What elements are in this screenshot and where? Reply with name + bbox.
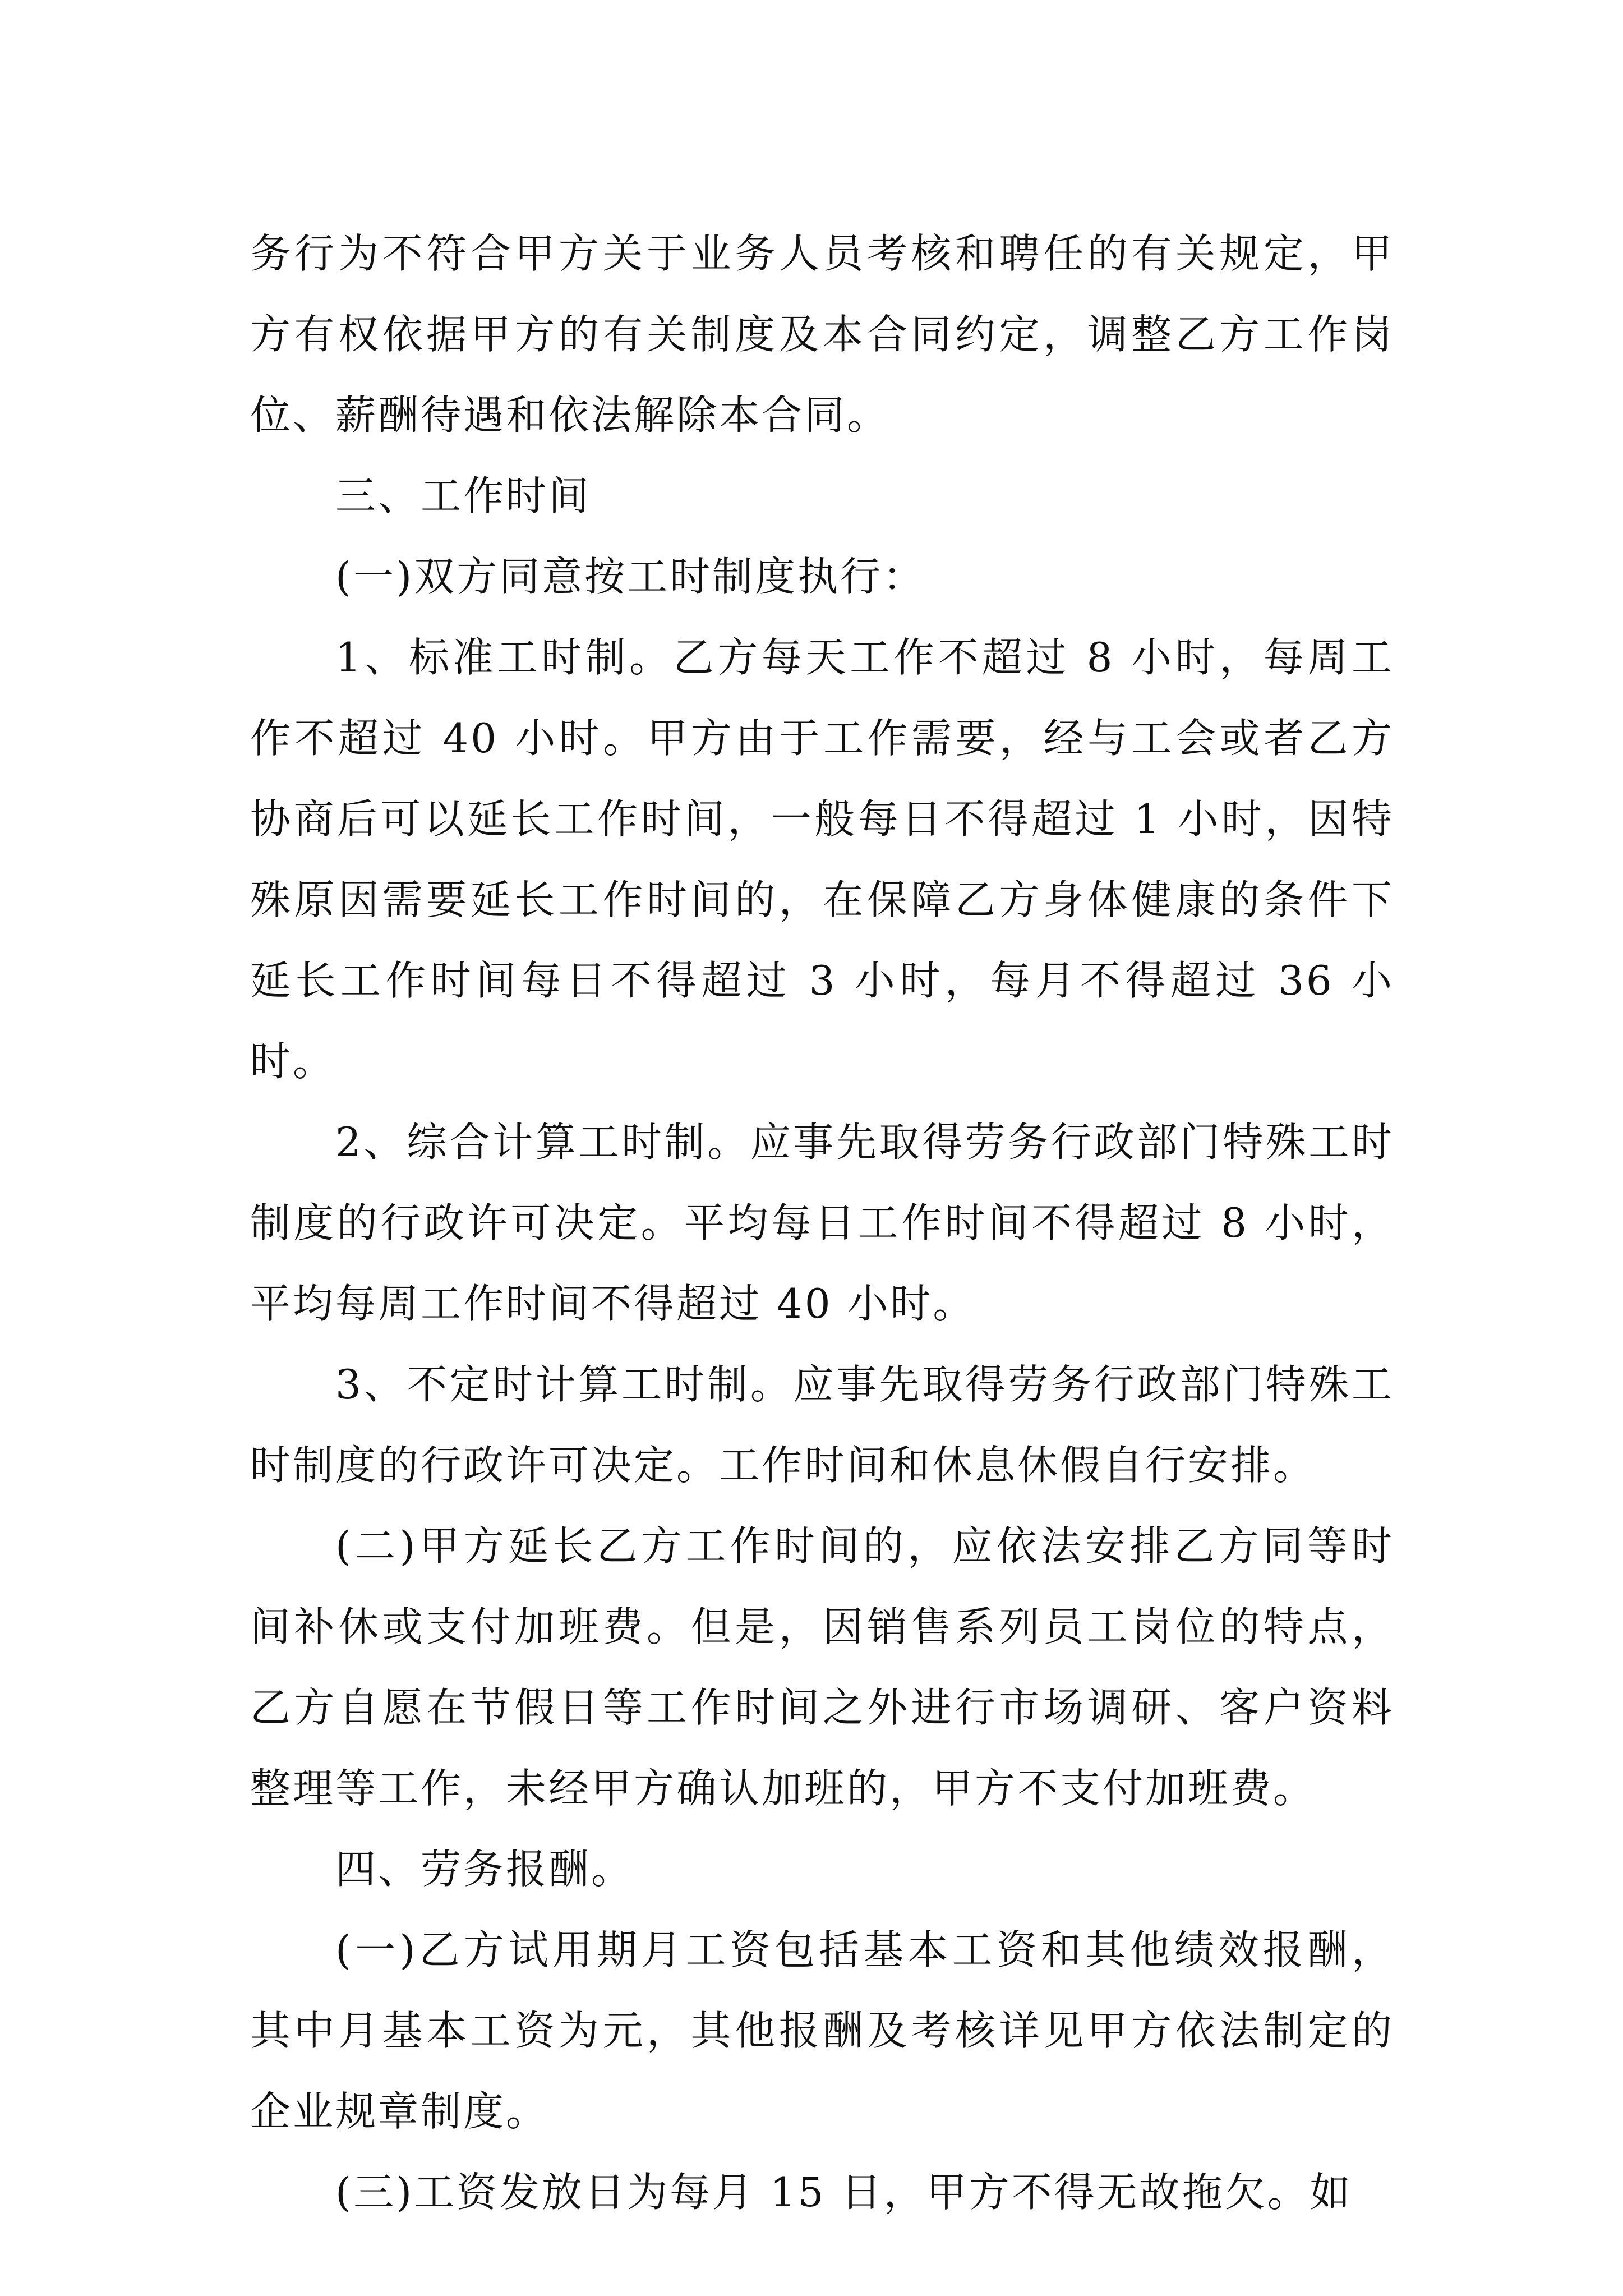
document-body [250,213,1394,2233]
paragraph-overtime: (二)甲方延长乙方工作时间的，应依法安排乙方同等时间补休或支付加班费。但是，因销售系列员工岗位的特点，乙方自愿在节假日等工作时间之外进行市场调研、客户资料整理等工作，未经甲方确认加班的，甲方不支付加班费。 [250,1522,1394,1812]
paragraph-pay-date: (三)工资发放日为每月 15 日，甲方不得无故拖欠。如 [335,2169,1353,2216]
paragraph-flexible-hours: 3、不定时计算工时制。应事先取得劳务行政部门特殊工时制度的行政许可决定。工作时间和休息休假自行安排。 [250,1361,1394,1489]
paragraph-continuation: 务行为不符合甲方关于业务人员考核和聘任的有关规定，甲方有权依据甲方的有关制度及本合同约定，调整乙方工作岗位、薪酬待遇和依法解除本合同。 [250,230,1394,439]
paragraph-probation-salary: (一)乙方试用期月工资包括基本工资和其他绩效报酬，其中月基本工资为元，其他报酬及考核详见甲方依法制定的企业规章制度。 [250,1926,1394,2135]
section-heading-remuneration: 四、劳务报酬。 [335,1846,634,1893]
paragraph-comprehensive-hours: 2、综合计算工时制。应事先取得劳务行政部门特殊工时制度的行政许可决定。平均每日工作时间不得超过 8 小时，平均每周工作时间不得超过 40 小时。 [250,1119,1394,1327]
paragraph-standard-hours: 1、标准工时制。乙方每天工作不超过 8 小时，每周工作不超过 40 小时。甲方由于工作需要，经与工会或者乙方协商后可以延长工作时间，一般每日不得超过 1 小时，因特殊原因需要延长工作时间的，在保障乙方身体健康的条件下延长工作时间每日不得超过 3 小时，每月不得超过 36 小时。 [250,634,1394,1085]
paragraph-work-time-system: (一)双方同意按工时制度执行： [335,553,926,600]
section-heading-work-time: 三、工作时间 [335,472,592,519]
